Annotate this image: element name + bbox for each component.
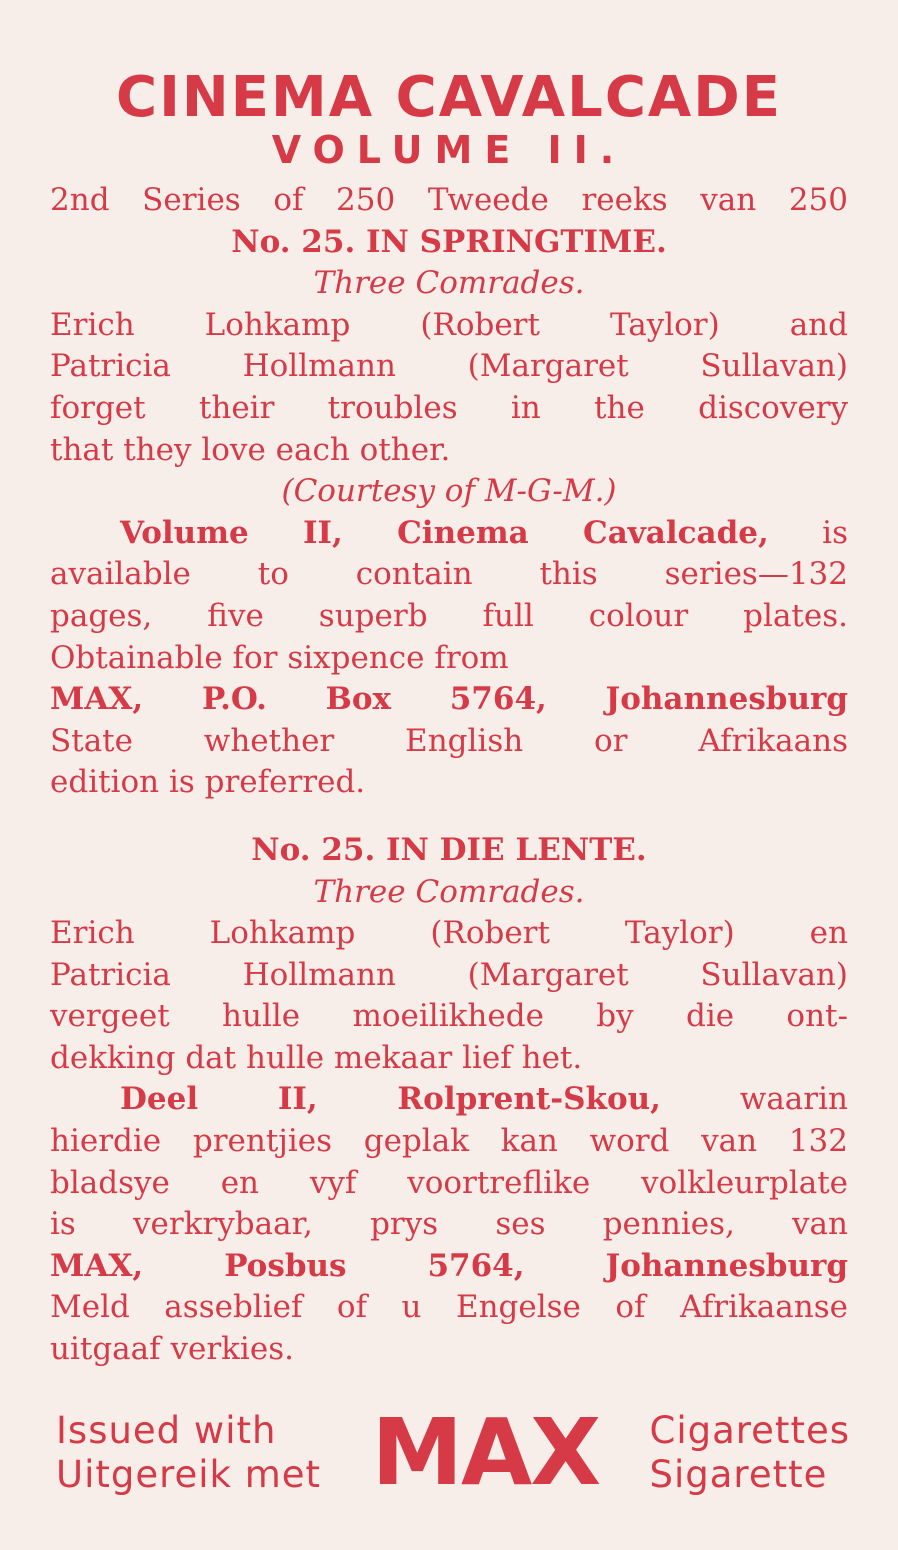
postal-address-afrikaans: MAX, Posbus 5764, Johannesburg [50,1247,848,1284]
card-title-afrikaans: No. 25. IN DIE LENTE. [251,831,647,868]
edition-note-english: State whether English or Afrikaans [50,722,848,759]
series-title: CINEMA CAVALCADE [116,65,782,130]
album-offer-line-afrikaans: bladsye en vyf voortreflike volkleurplate [50,1164,848,1201]
description-line-english: Erich Lohkamp (Robert Taylor) and [50,306,848,343]
product-text [650,1409,851,1497]
film-name-afrikaans: Three Comrades. [313,873,585,910]
edition-note-afrikaans: uitgaaf verkies. [50,1331,294,1368]
postal-address-english: MAX, P.O. Box 5764, Johannesburg [50,681,848,718]
issued-with-footer [56,1398,850,1508]
issued-with-text [56,1409,321,1497]
album-name-suffix-english: is [768,514,848,551]
album-offer-line-english: available to contain this series—132 [50,556,848,593]
description-line-afrikaans: Erich Lohkamp (Robert Taylor) en [50,915,848,952]
volume-label: VOLUME II. [271,128,627,172]
issued-with-english: Issued with [56,1409,277,1452]
album-offer-line-afrikaans: hierdie prentjies geplak kan word van 132 [50,1123,848,1160]
series-count-afrikaans: Tweede reeks van 250 [427,182,848,218]
card-title-english: No. 25. IN SPRINGTIME. [231,223,667,260]
edition-note-afrikaans: Meld asseblief of u Engelse of Afrikaanse [50,1289,848,1326]
album-name-afrikaans: Deel II, Rolprent-Skou, [120,1081,661,1118]
album-offer-heading-afrikaans [50,1079,848,1121]
courtesy-note: (Courtesy of M-G-M.) [281,473,617,510]
description-line-english: that they love each other. [50,431,451,468]
album-name-suffix-afrikaans: waarin [660,1081,848,1118]
album-name-english: Volume II, Cinema Cavalcade, [120,514,769,551]
description-line-afrikaans: Patricia Hollmann (Margaret Sullavan) [50,956,848,993]
max-brand-logo: MAX [371,1399,600,1506]
issued-with-afrikaans: Uitgereik met [56,1453,322,1496]
description-line-english: Patricia Hollmann (Margaret Sullavan) [50,348,848,385]
series-count-english: 2nd Series of 250 [50,182,396,218]
product-afrikaans: Sigarette [649,1453,828,1496]
edition-note-english: edition is preferred. [50,764,366,801]
section-gap [50,804,848,830]
album-offer-line-english: Obtainable for sixpence from [50,639,509,676]
description-line-english: forget their troubles in the discovery [50,389,848,426]
album-offer-heading-english [50,513,848,555]
product-english: Cigarettes [649,1409,850,1452]
description-line-afrikaans: dekking dat hulle mekaar lief het. [50,1039,583,1076]
series-count [50,180,848,222]
album-offer-line-afrikaans: is verkrybaar, prys ses pennies, van [50,1206,848,1243]
film-name-english: Three Comrades. [313,265,585,302]
description-line-afrikaans: vergeet hulle moeilikhede by die ont- [50,998,848,1035]
album-offer-line-english: pages, five superb full colour plates. [50,597,848,634]
